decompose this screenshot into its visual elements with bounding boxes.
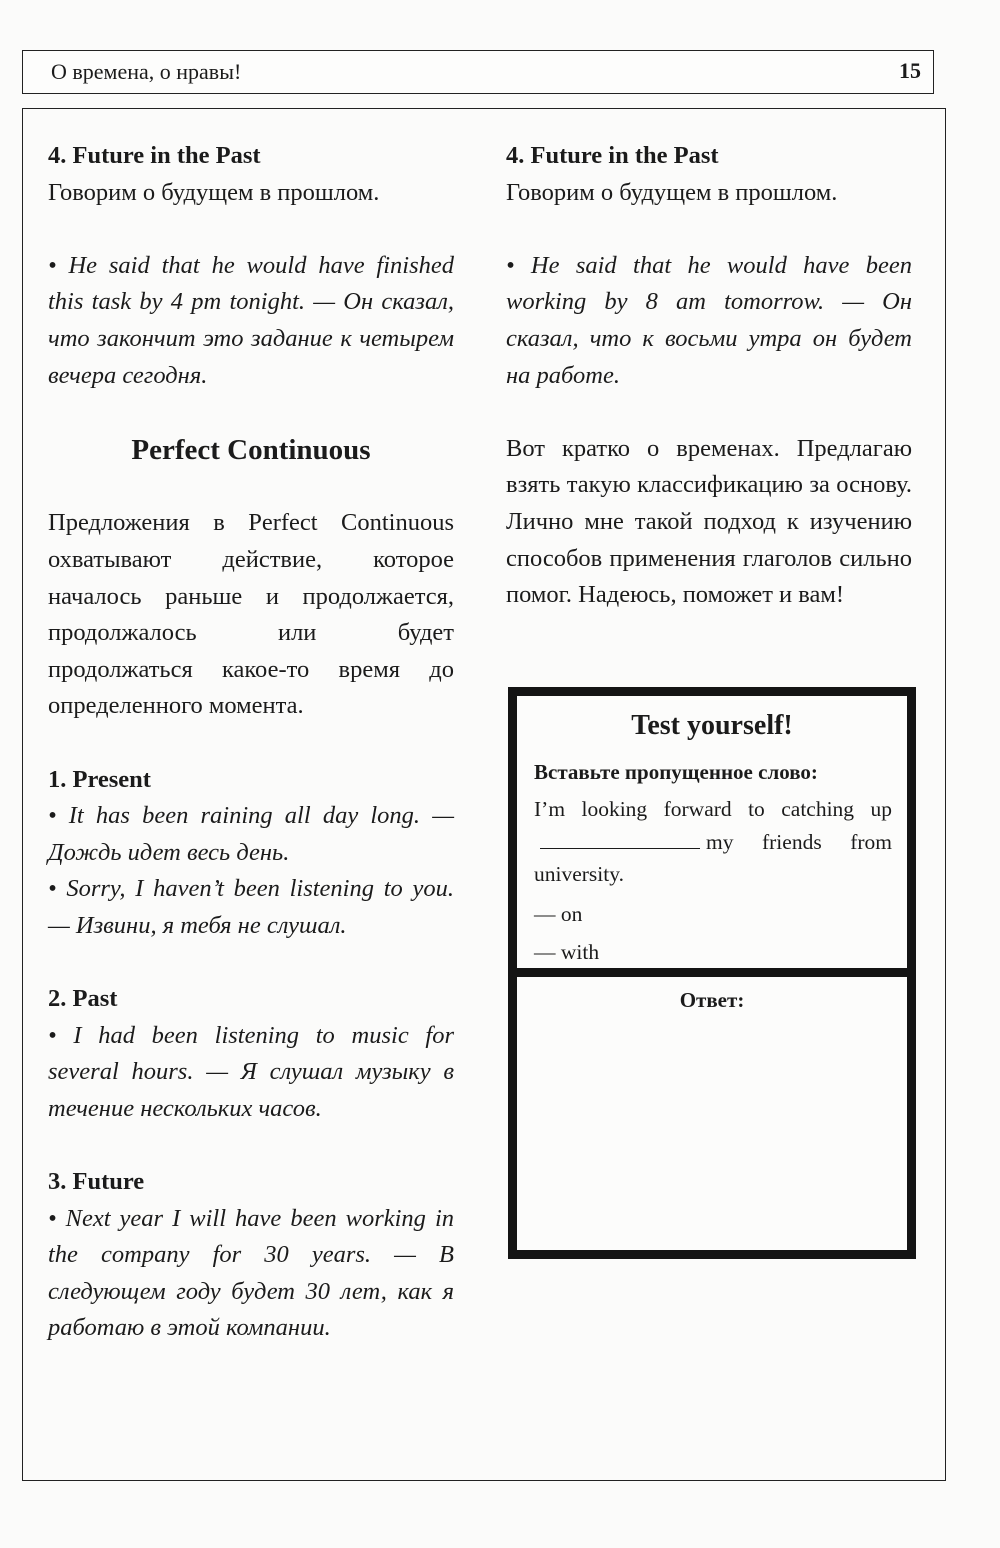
past-heading: 2. Past (48, 985, 118, 1013)
future-in-past-example-right: He said that he would have been working by 8 am tomorrow. — Он сказал, что к восьми утра он будет на работе. (506, 251, 912, 389)
option-on[interactable]: — on (534, 902, 583, 926)
bullet-list-item: • I had been listening to music for several hours. — Я слушал музыку в течение нескольких часов. (48, 1021, 455, 1122)
page-number: 15 (899, 58, 921, 83)
future-example-1: Next year I will have been working in the company for 30 years. — В следующем году будет 30 лет, как я работаю в этой компании. (48, 1204, 454, 1342)
bullet-list-item: • Sorry, I haven’t been listening to you. — Извини, я тебя не слушал. (48, 875, 454, 939)
tenses-summary: Вот кратко о временах. Предлагаю взять такую классификацию за основу. Лично мне такой подход к изучению способов применения глаголов сильно помог. Надеюсь, поможет и вам! (506, 434, 912, 609)
bullet-list-item: • It has been raining all day long. — Дождь идет весь день. (48, 802, 454, 866)
question-text-after: my friends from university. (534, 829, 892, 886)
future-heading: 3. Future (48, 1168, 145, 1196)
option-with[interactable]: — with (534, 940, 600, 964)
answer-label: Ответ: (679, 988, 745, 1012)
past-example-1: I had been listening to music for several hours. — Я слушал музыку в течение нескольких часов. (48, 1021, 455, 1122)
present-example-2: Sorry, I haven’t been listening to you. — Извини, я тебя не слушал. (48, 875, 454, 939)
running-header (22, 50, 934, 94)
question-text-before: I’m looking forward to catching up (534, 797, 892, 821)
future-in-past-description: Говорим о будущем в прошлом. (48, 178, 380, 206)
present-example-1: It has been raining all day long. — Дождь идет весь день. (48, 802, 454, 866)
future-in-past-description-right: Говорим о будущем в прошлом. (506, 178, 838, 206)
future-in-past-example: He said that he would have finished this task by 4 pm tonight. — Он сказал, что закончит это задание к четырем вечера сегодня. (48, 251, 455, 389)
test-prompt: Вставьте пропущенное слово: (534, 760, 818, 784)
bullet-list-item: • He said that he would have finished this task by 4 pm tonight. — Он сказал, что закончит это задание к четырем вечера сегодня. (48, 251, 455, 389)
left-column (48, 138, 454, 1347)
future-in-past-heading-right: 4. Future in the Past (506, 142, 719, 169)
future-in-past-heading: 4. Future in the Past (48, 142, 261, 169)
test-title: Test yourself! (631, 710, 793, 741)
bullet-list-item: • Next year I will have been working in the company for 30 years. — В следующем году будет 30 лет, как я работаю в этой компании. (48, 1204, 454, 1342)
present-heading: 1. Present (48, 765, 151, 793)
section-title-perfect-continuous: Perfect Continuous (131, 433, 371, 466)
bullet-list-item: • He said that he would have been working by 8 am tomorrow. — Он сказал, что к восьми утра он будет на работе. (506, 251, 912, 389)
answer-blank[interactable] (540, 830, 700, 849)
perfect-continuous-intro: Предложения в Perfect Continuous охватывают действие, которое началось раньше и продолжается, продолжалось или будет продолжаться какое-то время до определенного момента. (48, 509, 454, 720)
test-yourself-box (508, 687, 916, 1259)
right-column (506, 138, 912, 614)
running-header-title: О времена, о нравы! (51, 59, 242, 84)
test-question (534, 793, 892, 891)
